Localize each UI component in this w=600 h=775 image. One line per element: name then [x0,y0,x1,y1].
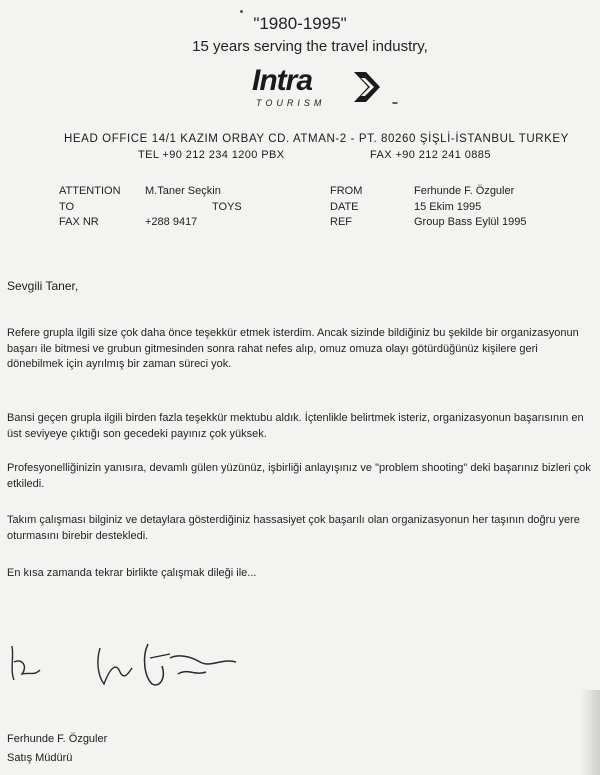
letter-paragraph: Takım çalışması bilginiz ve detaylara gösterdiğiniz hassasiyet çok başarılı olan organizasyonun her taşının doğru yere oturmasını birebir destekledi. [7,514,580,542]
company-logo [252,64,382,116]
fax-number-value: +288 9417 [145,216,198,228]
handwritten-signature [0,628,260,698]
logo-arrow-icon [352,70,382,104]
attention-label: ATTENTION [59,185,121,197]
letter-paragraph: En kısa zamanda tekrar birlikte çalışmak dileği ile... [7,567,257,579]
reference-label: REF [330,216,352,228]
fax-number-label: FAX NR [59,216,99,228]
letter-paragraph: Profesyonelliğinizin yanısıra, devamlı gülen yüzünüz, işbirliği anlayışınız ve "problem shooting" deki başarınız bizleri çok etkiledi. [7,462,591,490]
anniversary-years: "1980-1995" [253,14,347,33]
scan-speck [240,10,243,13]
signer-title: Satış Müdürü [7,752,73,764]
logo-wordmark: Intra [252,64,313,97]
office-fax: FAX +90 212 241 0885 [370,149,491,161]
from-value: Ferhunde F. Özguler [414,185,515,197]
signer-name: Ferhunde F. Özguler [7,733,108,745]
anniversary-tagline: 15 years serving the travel industry, [192,38,428,55]
reference-value: Group Bass Eylül 1995 [414,216,527,228]
office-telephone: TEL +90 212 234 1200 PBX [138,149,285,161]
date-label: DATE [330,201,359,213]
to-value: TOYS [212,201,242,213]
letter-greeting: Sevgili Taner, [7,279,79,293]
letter-paragraph: Refere grupla ilgili size çok daha önce teşekkür etmek isterdim. Ancak sizinde bildiğiniz bu şekilde bir organizasyonun başarı ile bitmesi ve grubun gitmesinden sonra rahat nefes alıp, omuz omuza olayı götürdüğünüz kişilere geri dönebilmek için ayrılmış bir zaman süreci yok. [7,327,579,370]
logo-subtitle: TOURISM [256,98,326,108]
from-label: FROM [330,185,363,197]
scan-edge-shadow [580,690,600,775]
letter-paragraph: Bansi geçen grupla ilgili birden fazla teşekkür mektubu aldık. İçtenlikle belirtmek isteriz, organizasyonun başarısının en üst seviyeye çıktığı son gecedeki payınız çok yüksek. [7,412,584,440]
attention-value: M.Taner Seçkin [145,185,221,197]
to-label: TO [59,201,75,213]
scan-speck [392,102,398,104]
date-value: 15 Ekim 1995 [414,201,482,213]
head-office-address: HEAD OFFICE 14/1 KAZIM ORBAY CD. ATMAN-2 - PT. 80260 ŞİŞLİ-İSTANBUL TURKEY [64,133,569,145]
